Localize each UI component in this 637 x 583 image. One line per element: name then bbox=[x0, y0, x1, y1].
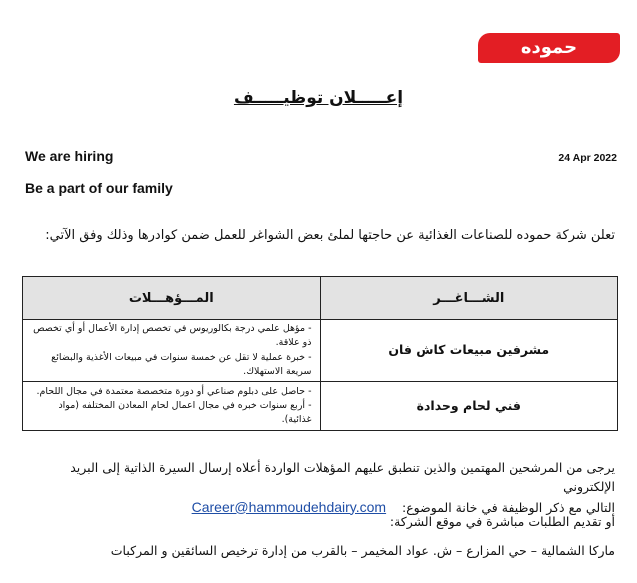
intro-paragraph: تعلن شركة حموده للصناعات الغذائية عن حاجتها لملئ بعض الشواغر للعمل ضمن كوادرها وذلك وفق الآتي: bbox=[45, 228, 615, 243]
qualification-item: - مؤهل علمي درجة بكالوريوس في تخصص إدارة الأعمال أو أي تخصص ذو علاقة. bbox=[33, 323, 312, 349]
company-address: ماركا الشمالية – حي المزارع – ش. عواد المخيمر – بالقرب من إدارة ترخيص السائقين و المركبات bbox=[110, 543, 615, 558]
qualification-item: - حاصل على دبلوم صناعي أو دورة متخصصة معتمدة في مجال اللحام. bbox=[36, 385, 312, 397]
company-logo: حموده bbox=[478, 33, 620, 63]
position-cell: مشرفين مبيعات كاش فان bbox=[320, 320, 618, 382]
table-row bbox=[23, 320, 618, 382]
header-qualifications: المـــؤهـــلات bbox=[23, 277, 321, 320]
apply-line-1: يرجى من المرشحين المهتمين والذين تنطبق عليهم المؤهلات الواردة أعلاه إرسال السيرة الذاتية إلى البريد الإلكتروني bbox=[70, 460, 615, 495]
page-title: إعـــــلان توظيـــــف bbox=[233, 88, 404, 108]
position-cell: فني لحام وحدادة bbox=[320, 382, 618, 431]
apply-instructions bbox=[15, 458, 615, 518]
qualifications-cell bbox=[23, 382, 321, 431]
apply-in-person: أو تقديم الطلبات مباشرة في موقع الشركة: bbox=[389, 514, 615, 529]
post-date: 24 Apr 2022 bbox=[558, 152, 617, 164]
family-tagline: Be a part of our family bbox=[25, 180, 173, 196]
table-row bbox=[23, 382, 618, 431]
jobs-table bbox=[22, 276, 618, 431]
qualifications-cell bbox=[23, 320, 321, 382]
hiring-heading: We are hiring bbox=[25, 148, 114, 164]
qualification-item: - خبرة عملية لا تقل عن خمسة سنوات في مبيعات الأغذية والبضائع سريعة الاستهلاك. bbox=[51, 351, 312, 377]
qualification-item: - أربع سنوات خبره في مجال اعمال لحام المعادن المختلفه (مواد غذائية). bbox=[58, 399, 312, 426]
table-header-row bbox=[23, 277, 618, 320]
header-position: الشـــاغـــر bbox=[320, 277, 618, 320]
email-link[interactable]: Career@hammoudehdairy.com bbox=[191, 498, 387, 515]
apply-line-2-text: التالي مع ذكر الوظيفة في خانة الموضوع: bbox=[402, 499, 615, 515]
